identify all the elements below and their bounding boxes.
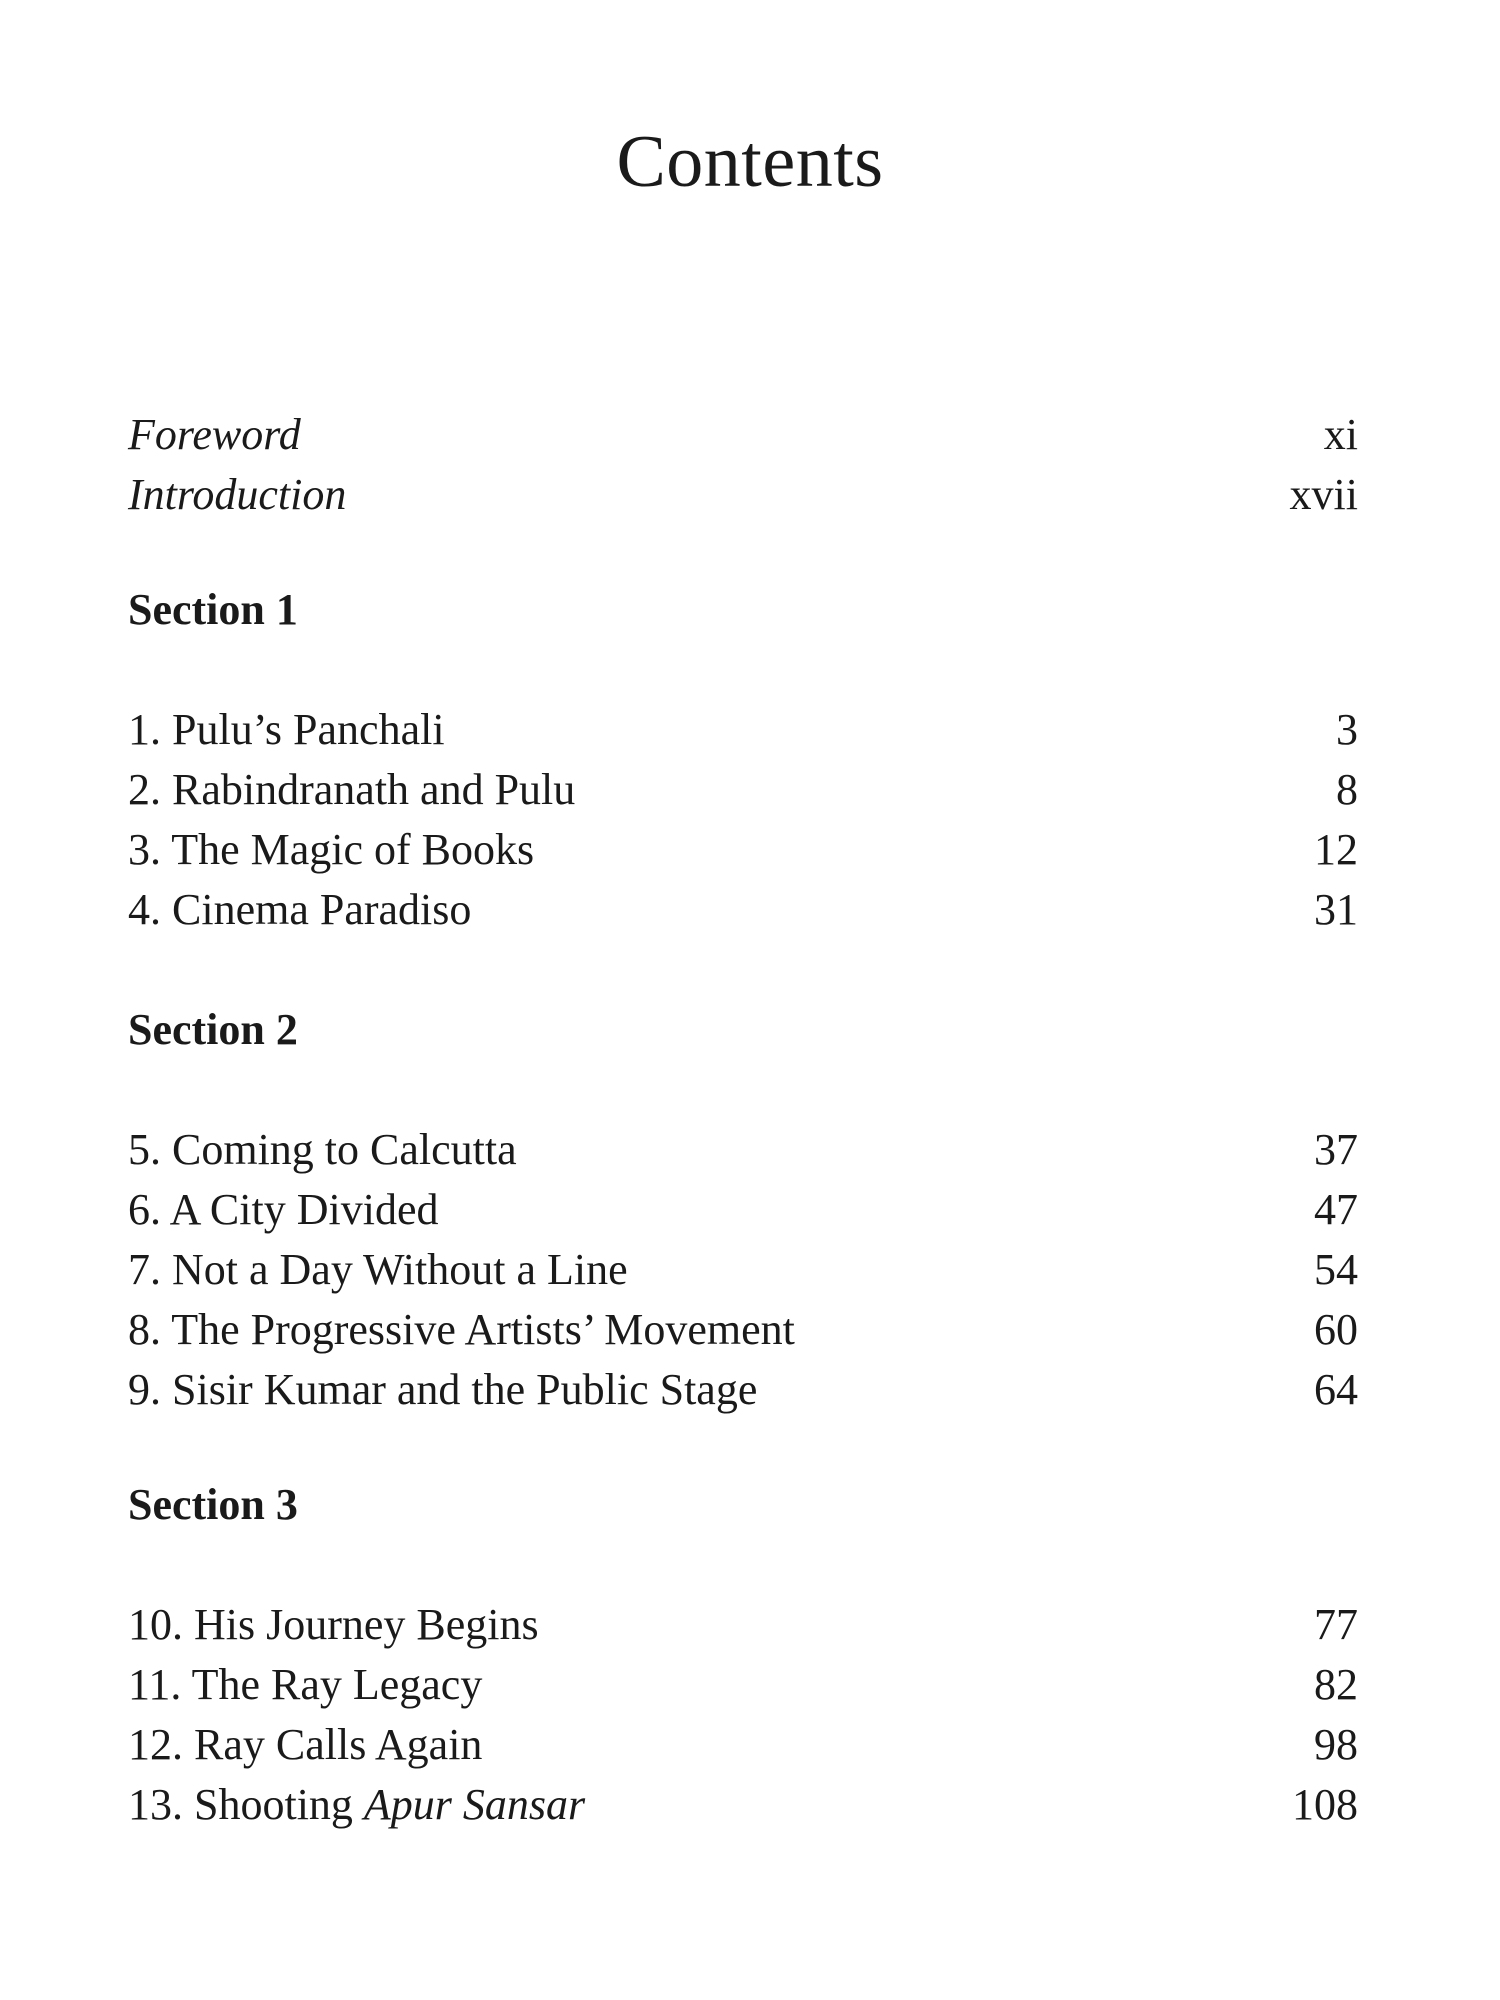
entry-label: 7. Not a Day Without a Line (128, 1245, 628, 1294)
front-matter (128, 405, 1358, 525)
entry-page: xi (1323, 410, 1358, 459)
section-heading: Section 3 (128, 1480, 298, 1529)
entry-page: 37 (1314, 1125, 1358, 1174)
entry-label: Introduction (128, 470, 347, 519)
entry-label: 11. The Ray Legacy (128, 1660, 483, 1709)
entry-label: Foreword (128, 410, 301, 459)
entry-page: xvii (1289, 470, 1358, 519)
entry-page: 64 (1314, 1365, 1358, 1414)
section-2 (128, 1000, 1358, 1420)
entry-page: 82 (1314, 1660, 1358, 1709)
entry-label: 1. Pulu’s Panchali (128, 705, 445, 754)
entry-page: 3 (1336, 705, 1358, 754)
entry-label-prefix: 13. Shooting (128, 1780, 364, 1829)
entry-label-film-title: Apur Sansar (363, 1780, 586, 1829)
entry-page: 47 (1314, 1185, 1358, 1234)
page-title: Contents (616, 121, 884, 203)
entry-page: 8 (1336, 765, 1358, 814)
entry-label (128, 1775, 585, 1835)
toc-entry[interactable] (128, 1360, 1358, 1420)
entry-label: 8. The Progressive Artists’ Movement (128, 1305, 795, 1354)
toc-entry[interactable] (128, 820, 1358, 880)
entry-page: 108 (1292, 1780, 1358, 1829)
entry-page: 60 (1314, 1305, 1358, 1354)
chapter-list (128, 1120, 1358, 1420)
toc-entry[interactable] (128, 760, 1358, 820)
toc-entry[interactable] (128, 1595, 1358, 1655)
chapter-list (128, 1595, 1358, 1835)
entry-page: 12 (1314, 825, 1358, 874)
entry-page: 98 (1314, 1720, 1358, 1769)
section-heading: Section 2 (128, 1005, 298, 1054)
entry-label: 2. Rabindranath and Pulu (128, 765, 576, 814)
toc-entry[interactable] (128, 1240, 1358, 1300)
toc-entry[interactable] (128, 1655, 1358, 1715)
entry-label: 10. His Journey Begins (128, 1600, 539, 1649)
chapter-list (128, 700, 1358, 940)
toc-entry[interactable] (128, 1300, 1358, 1360)
toc-entry[interactable] (128, 880, 1358, 940)
entry-label: 4. Cinema Paradiso (128, 885, 472, 934)
toc-entry-foreword[interactable] (128, 405, 1358, 465)
section-3 (128, 1475, 1358, 1835)
toc-entry[interactable] (128, 1120, 1358, 1180)
section-heading: Section 1 (128, 585, 298, 634)
entry-label: 6. A City Divided (128, 1185, 439, 1234)
toc-entry-introduction[interactable] (128, 465, 1358, 525)
toc-entry[interactable] (128, 1180, 1358, 1240)
entry-page: 77 (1314, 1600, 1358, 1649)
toc-entry[interactable] (128, 1775, 1358, 1835)
entry-label: 5. Coming to Calcutta (128, 1125, 517, 1174)
toc-entry[interactable] (128, 700, 1358, 760)
section-1 (128, 580, 1358, 940)
toc-entry[interactable] (128, 1715, 1358, 1775)
entry-label: 12. Ray Calls Again (128, 1720, 483, 1769)
entry-page: 31 (1314, 885, 1358, 934)
entry-label: 9. Sisir Kumar and the Public Stage (128, 1365, 758, 1414)
entry-page: 54 (1314, 1245, 1358, 1294)
entry-label: 3. The Magic of Books (128, 825, 535, 874)
